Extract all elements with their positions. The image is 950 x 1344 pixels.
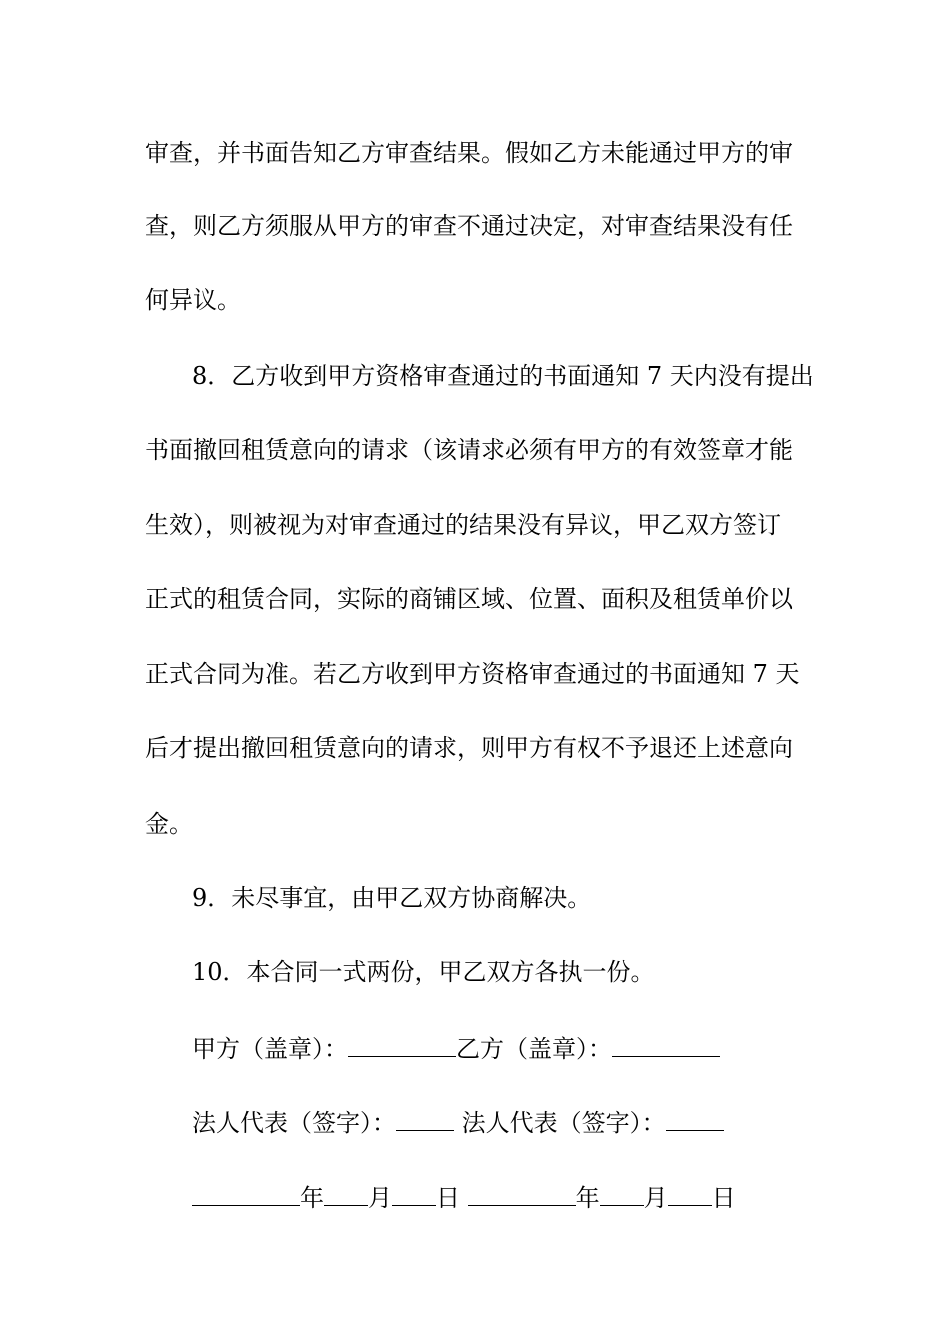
paragraph-7-line-2: 查，则乙方须服从甲方的审查不通过决定，对审查结果没有任: [145, 212, 793, 240]
paragraph-10: 10．本合同一式两份，甲乙双方各执一份。: [192, 958, 655, 986]
paragraph-8-line-4: 正式的租赁合同，实际的商铺区域、位置、面积及租赁单价以: [145, 585, 793, 613]
paragraph-8-line-5: 正式合同为准。若乙方收到甲方资格审查通过的书面通知 7 天: [145, 660, 800, 688]
paragraph-9: 9．未尽事宜，由甲乙双方协商解决。: [192, 884, 592, 912]
party-a-seal-blank[interactable]: [348, 1034, 456, 1057]
date-a-day-blank[interactable]: [392, 1183, 436, 1206]
paragraph-8-line-2: 书面撤回租赁意向的请求（该请求必须有甲方的有效签章才能: [145, 436, 793, 464]
date-b-year-blank[interactable]: [468, 1183, 576, 1206]
date-b-month-blank[interactable]: [600, 1183, 644, 1206]
paragraph-8-line-3: 生效），则被视为对审查通过的结果没有异议，甲乙双方签订: [145, 511, 781, 539]
date-a-month-blank[interactable]: [324, 1183, 368, 1206]
date-a-year-label: 年: [300, 1184, 324, 1212]
date-b-month-label: 月: [643, 1184, 668, 1212]
party-b-seal-blank[interactable]: [612, 1034, 720, 1057]
legal-rep-b-blank[interactable]: [666, 1108, 724, 1131]
paragraph-7-line-3: 何异议。: [145, 286, 241, 314]
date-b-year-label: 年: [575, 1184, 600, 1212]
date-a-month-label: 月: [368, 1184, 392, 1212]
legal-rep-a-blank[interactable]: [396, 1108, 454, 1131]
date-b-day-label: 日: [711, 1184, 736, 1212]
date-a-year-blank[interactable]: [192, 1183, 300, 1206]
seal-line: [192, 1034, 872, 1064]
party-b-seal-label: 乙方（盖章）：: [456, 1035, 612, 1063]
date-a-day-label: 日: [436, 1184, 460, 1212]
party-a-seal-label: 甲方（盖章）：: [192, 1035, 348, 1063]
legal-rep-b-label: 法人代表（签字）：: [461, 1109, 666, 1137]
date-b-day-blank[interactable]: [668, 1183, 712, 1206]
legal-rep-a-label: 法人代表（签字）：: [192, 1109, 396, 1137]
paragraph-8-line-1: 8．乙方收到甲方资格审查通过的书面通知 7 天内没有提出: [192, 362, 814, 390]
date-line: [192, 1183, 872, 1213]
legal-rep-line: [192, 1108, 872, 1138]
paragraph-7-line-1: 审查，并书面告知乙方审查结果。假如乙方未能通过甲方的审: [145, 139, 793, 167]
paragraph-8-line-6: 后才提出撤回租赁意向的请求，则甲方有权不予退还上述意向: [145, 734, 793, 762]
paragraph-8-line-7: 金。: [145, 810, 193, 838]
